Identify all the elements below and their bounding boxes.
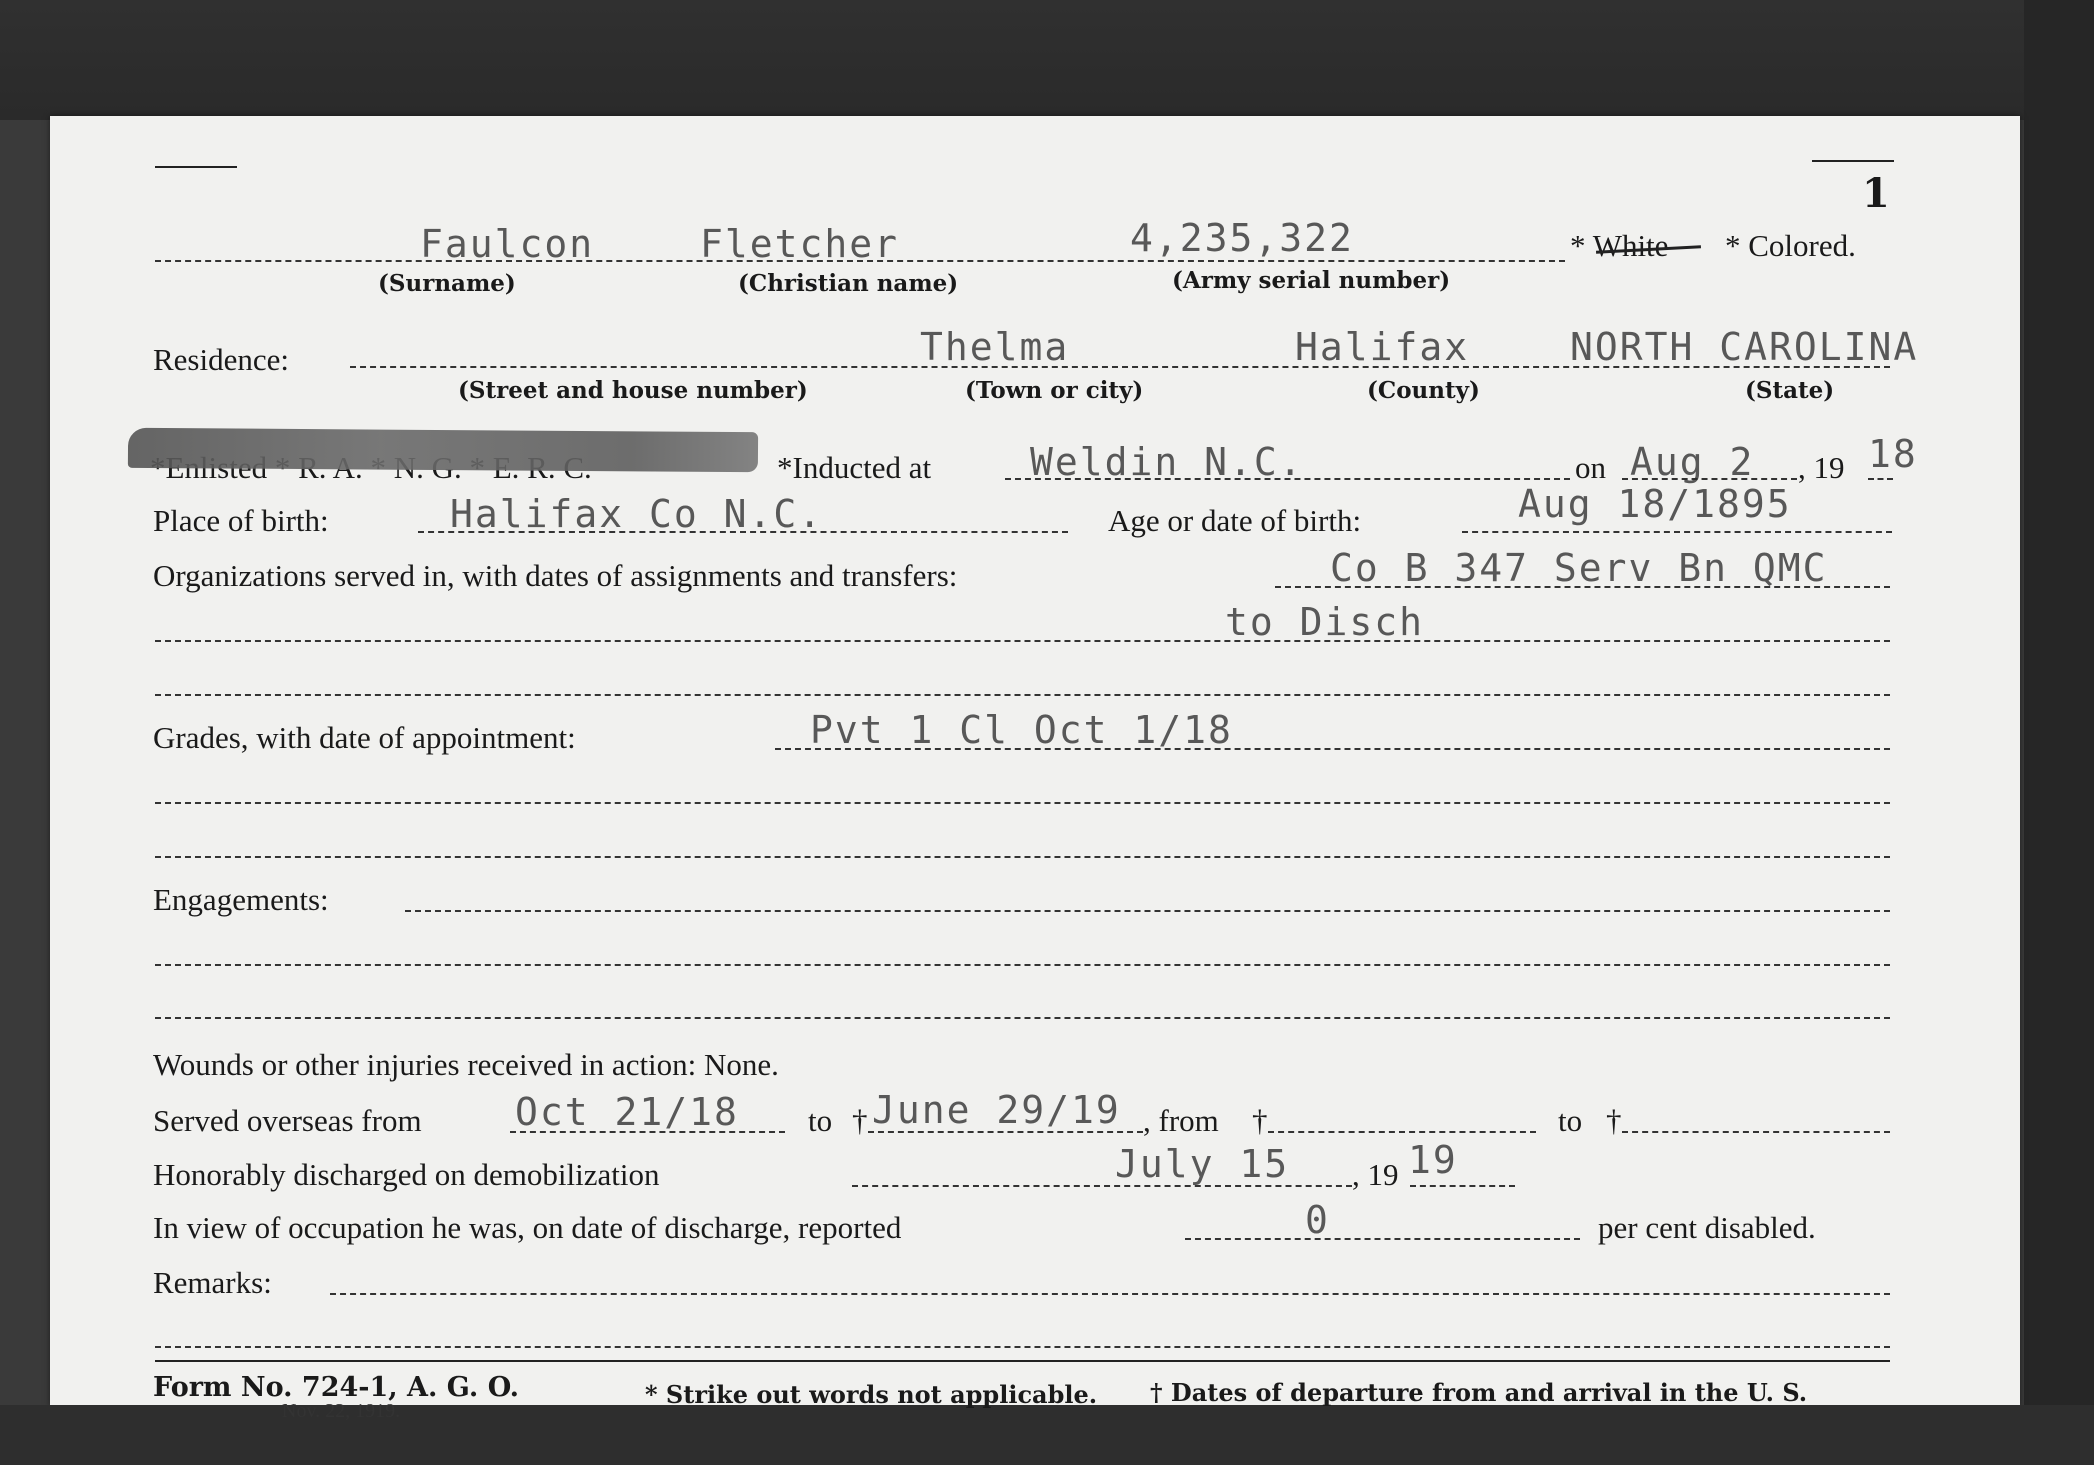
organizations-value-2: to Disch (1225, 600, 1425, 644)
wounds-label: Wounds or other injuries received in action: None. (153, 1047, 779, 1082)
place-of-birth-value: Halifax Co N.C. (450, 492, 824, 536)
redaction-mark (128, 428, 758, 472)
form-date: Nov. 22, 1919. (282, 1400, 401, 1422)
inducted-label: *Inducted at (777, 450, 932, 485)
induction-date-value: Aug 2 (1630, 440, 1755, 484)
organizations-label: Organizations served in, with dates of assignments and transfers: (153, 558, 958, 593)
grades-label: Grades, with date of appointment: (153, 720, 576, 755)
discharge-date-value: July 15 (1115, 1142, 1290, 1186)
overseas-to-label: to (808, 1103, 833, 1138)
state-caption: (State) (1745, 377, 1835, 404)
top-left-rule (155, 166, 237, 168)
on-label: on (1575, 450, 1606, 485)
induction-year-value: 18 (1868, 432, 1918, 476)
street-caption: (Street and house number) (458, 377, 808, 404)
white-label: * White (1570, 228, 1669, 263)
scan-background-right (2024, 0, 2094, 1465)
discharge-year-prefix: , 19 (1352, 1157, 1399, 1192)
engagements-label: Engagements: (153, 882, 329, 917)
residence-label: Residence: (153, 342, 290, 377)
serial-caption: (Army serial number) (1172, 267, 1451, 294)
engagements-line-2 (155, 964, 1890, 966)
induction-year-prefix: , 19 (1798, 450, 1845, 485)
place-of-birth-label: Place of birth: (153, 503, 329, 538)
dates-note: † Dates of departure from and arrival in the U. S. (1150, 1378, 1808, 1407)
organizations-line-3 (155, 694, 1890, 696)
christian-name-caption: (Christian name) (738, 270, 959, 297)
surname-caption: (Surname) (378, 270, 516, 297)
form-number: Form No. 724-1, A. G. O. (153, 1372, 520, 1403)
residence-state: NORTH CAROLINA (1570, 325, 1919, 369)
serial-number-value: 4,235,322 (1130, 216, 1354, 260)
discharge-year-line (1410, 1185, 1515, 1187)
disability-suffix: per cent disabled. (1598, 1210, 1816, 1245)
organizations-value-1: Co B 347 Serv Bn QMC (1330, 546, 1828, 590)
induction-year-line (1868, 478, 1893, 480)
colored-label: * Colored. (1725, 228, 1856, 263)
overseas-to-value: June 29/19 (872, 1088, 1121, 1132)
grades-line-3 (155, 856, 1890, 858)
grades-value: Pvt 1 Cl Oct 1/18 (810, 708, 1233, 752)
engagements-line-3 (155, 1017, 1890, 1019)
overseas-dagger-2: † (1252, 1103, 1268, 1138)
discharge-label: Honorably discharged on demobilization (153, 1157, 660, 1192)
disability-label: In view of occupation he was, on date of discharge, reported (153, 1210, 902, 1245)
age-label: Age or date of birth: (1108, 503, 1362, 538)
disability-value: 0 (1305, 1198, 1330, 1242)
card-number: 1 (1862, 170, 1890, 217)
residence-county: Halifax (1295, 325, 1470, 369)
organizations-line-2 (155, 640, 1890, 642)
surname-value: Faulcon (420, 222, 595, 266)
overseas-to2-label: to (1558, 1103, 1583, 1138)
top-right-rule (1812, 160, 1894, 162)
overseas-dagger-1: † (852, 1103, 868, 1138)
birth-date-value: Aug 18/1895 (1518, 482, 1792, 526)
discharge-year-value: 19 (1408, 1138, 1458, 1182)
footer-rule (155, 1360, 1890, 1362)
scan-background-top (0, 0, 2094, 120)
disability-line (1185, 1238, 1580, 1240)
overseas-from-value: Oct 21/18 (515, 1090, 739, 1134)
residence-town: Thelma (920, 325, 1070, 369)
remarks-line-2 (155, 1346, 1890, 1348)
remarks-line-1 (330, 1293, 1890, 1295)
overseas-label: Served overseas from (153, 1103, 422, 1138)
engagements-line-1 (405, 910, 1890, 912)
overseas-dagger-3: † (1606, 1103, 1622, 1138)
overseas-from2-label: , from (1143, 1103, 1219, 1138)
town-caption: (Town or city) (965, 377, 1144, 404)
remarks-label: Remarks: (153, 1265, 272, 1300)
christian-name-value: Fletcher (700, 222, 900, 266)
strike-out-note: * Strike out words not applicable. (645, 1380, 1098, 1409)
county-caption: (County) (1367, 377, 1480, 404)
inducted-at-value: Weldin N.C. (1030, 440, 1304, 484)
birth-date-line (1462, 531, 1892, 533)
overseas-from2-line (1268, 1131, 1536, 1133)
grades-line-2 (155, 802, 1890, 804)
overseas-to2-line (1622, 1131, 1890, 1133)
